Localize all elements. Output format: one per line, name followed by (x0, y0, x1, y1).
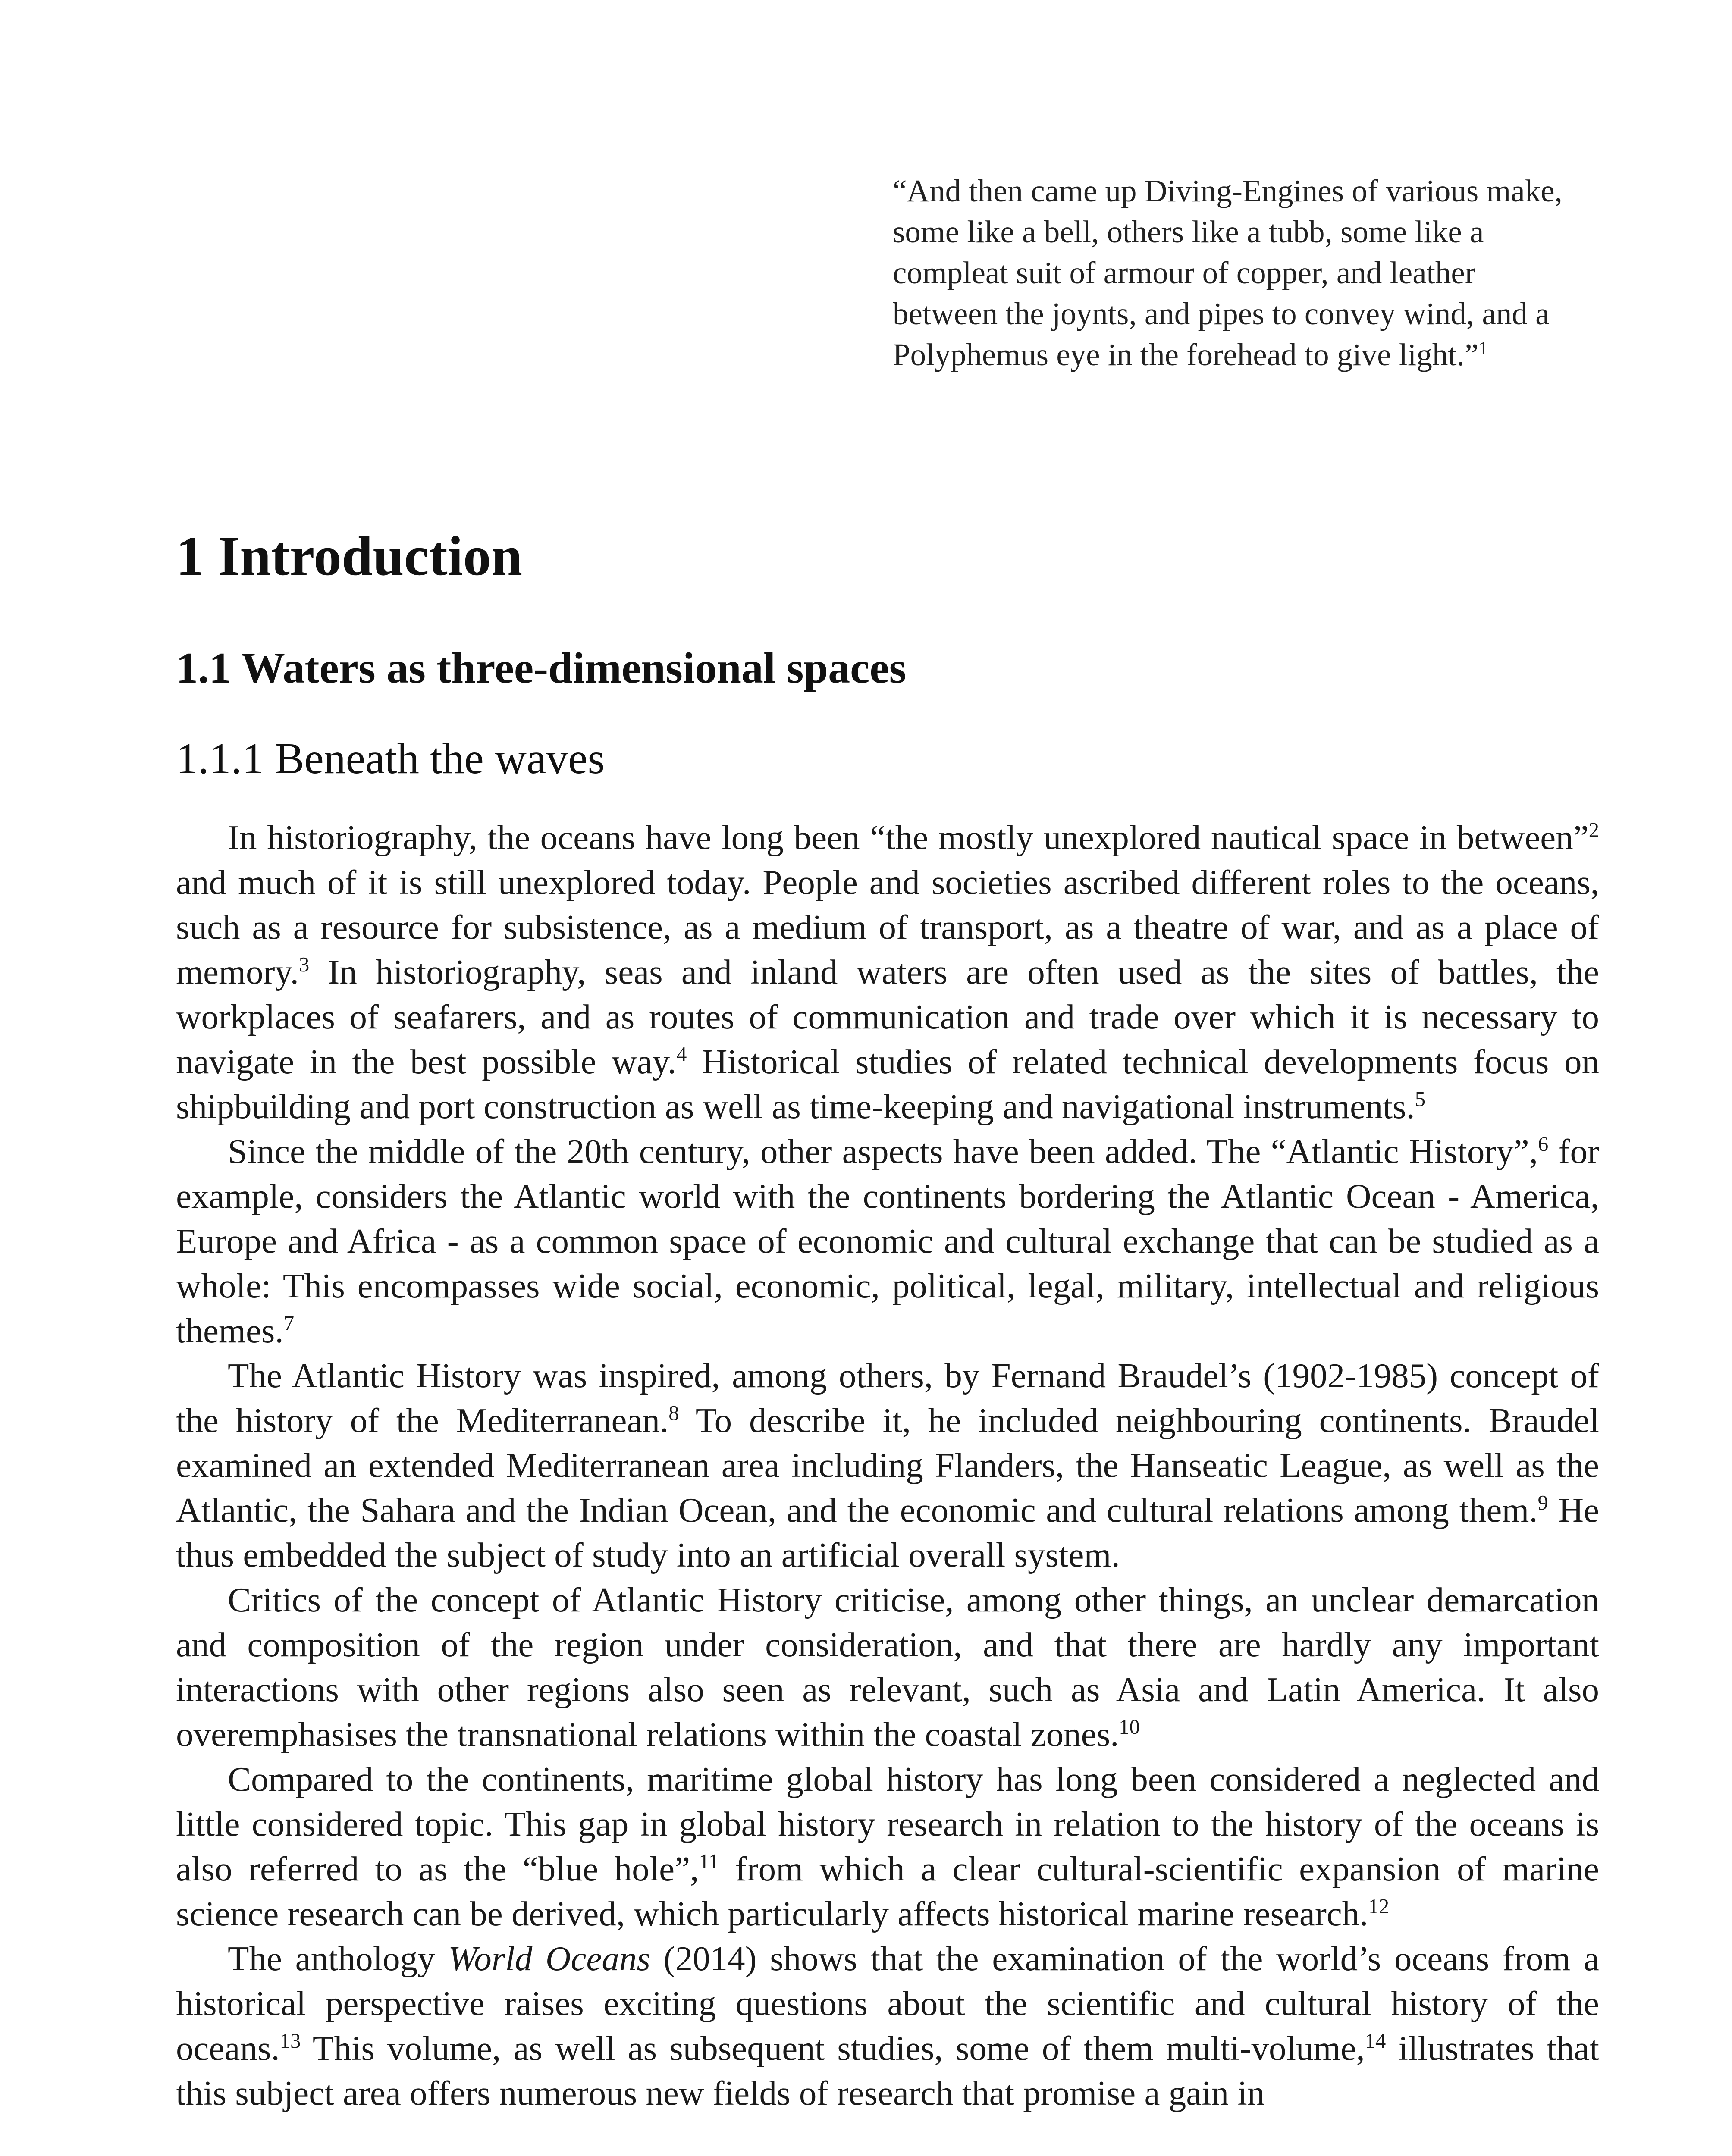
footnote-ref[interactable]: 1 (1478, 338, 1488, 359)
text-run: from which a clear cultural-scientific expansion of marine science research can be derived, which particularly affects historical marine research. (176, 1849, 1599, 1933)
footnote-ref[interactable]: 10 (1119, 1715, 1140, 1739)
main-content (176, 517, 1599, 2115)
paragraph (176, 1129, 1599, 1353)
footnote-ref[interactable]: 13 (279, 2029, 301, 2053)
text-run: This volume, as well as subsequent studies, some of them multi-volume, (301, 2029, 1365, 2068)
body-text (176, 815, 1599, 2115)
text-run: illustrates that this subject area offers numerous new fields of research that promise a gain in (176, 2029, 1599, 2112)
footnote-ref[interactable]: 12 (1368, 1895, 1390, 1918)
footnote-ref[interactable]: 4 (676, 1043, 687, 1066)
text-run: He thus embedded the subject of study into an artificial overall system. (176, 1491, 1599, 1574)
text-run: The anthology (228, 1939, 449, 1978)
text-run: Since the middle of the 20th century, other aspects have been added. The “Atlantic History”, (228, 1132, 1538, 1171)
paragraph (176, 815, 1599, 1129)
book-title: World Oceans (448, 1939, 650, 1978)
text-run: and much of it is still unexplored today. People and societies ascribed different roles to the oceans, such as a resource for subsistence, as a medium of transport, as a theatre of war, and as a place of memory. (176, 863, 1599, 991)
footnote-ref[interactable]: 8 (668, 1401, 679, 1425)
epigraph-text (893, 170, 1574, 375)
footnote-ref[interactable]: 6 (1538, 1132, 1549, 1156)
footnote-ref[interactable]: 14 (1365, 2029, 1386, 2053)
epigraph-quote (893, 170, 1574, 375)
footnote-ref[interactable]: 7 (283, 1312, 294, 1335)
paragraph (176, 1353, 1599, 1577)
paragraph (176, 1757, 1599, 1936)
text-run: Compared to the continents, maritime global history has long been considered a neglected and little considered topic. This gap in global history research in relation to the history of the oceans is also referred to as the “blue hole”, (176, 1760, 1599, 1888)
text-run: In historiography, seas and inland waters are often used as the sites of battles, the workplaces of seafarers, and as routes of communication and trade over which it is necessary to navigate in the best possible way. (176, 953, 1599, 1081)
footnote-ref[interactable]: 3 (298, 953, 310, 976)
text-run: In historiography, the oceans have long been “the mostly unexplored nautical space in between” (228, 818, 1589, 857)
section-title: 1.1 Waters as three-dimensional spaces (176, 644, 907, 693)
footnote-ref[interactable]: 11 (699, 1850, 719, 1873)
epigraph-quote-text: “And then came up Diving-Engines of various make, some like a bell, others like a tubb, some like a compleat suit of armour of copper, and leather between the joynts, and pipes to convey wind, and a Polyphemus eye in the forehead to give light.” (893, 173, 1563, 372)
chapter-title: 1 Introduction (176, 525, 523, 587)
footnote-ref[interactable]: 9 (1537, 1491, 1548, 1514)
text-run: (2014) shows that the examination of the world’s oceans from a historical perspective raises exciting questions about the scientific and cultural history of the oceans. (176, 1939, 1599, 2068)
subsection-title: 1.1.1 Beneath the waves (176, 734, 605, 783)
paragraph (176, 1577, 1599, 1757)
footnote-ref[interactable]: 2 (1588, 818, 1599, 842)
text-run: Historical studies of related technical developments focus on shipbuilding and port construction as well as time-keeping and navigational instruments. (176, 1042, 1599, 1126)
paragraph (176, 1936, 1599, 2115)
text-run: To describe it, he included neighbouring continents. Braudel examined an extended Mediterranean area including Flanders, the Hanseatic League, as well as the Atlantic, the Sahara and the Indian Ocean, and the economic and cultural relations among them. (176, 1401, 1599, 1529)
text-run: Critics of the concept of Atlantic History criticise, among other things, an unclear demarcation and composition of the region under consideration, and that there are hardly any important interactions with other regions also seen as relevant, such as Asia and Latin America. It also overemphasises the transnational relations within the coastal zones. (176, 1580, 1599, 1754)
text-run: for example, considers the Atlantic world with the continents bordering the Atlantic Ocean - America, Europe and Africa - as a common space of economic and cultural exchange that can be studied as a whole: This encompasses wide social, economic, political, legal, military, intellectual and religious themes. (176, 1132, 1599, 1350)
text-run: The Atlantic History was inspired, among others, by Fernand Braudel’s (1902-1985) concept of the history of the Mediterranean. (176, 1356, 1599, 1440)
footnote-ref[interactable]: 5 (1415, 1087, 1425, 1111)
